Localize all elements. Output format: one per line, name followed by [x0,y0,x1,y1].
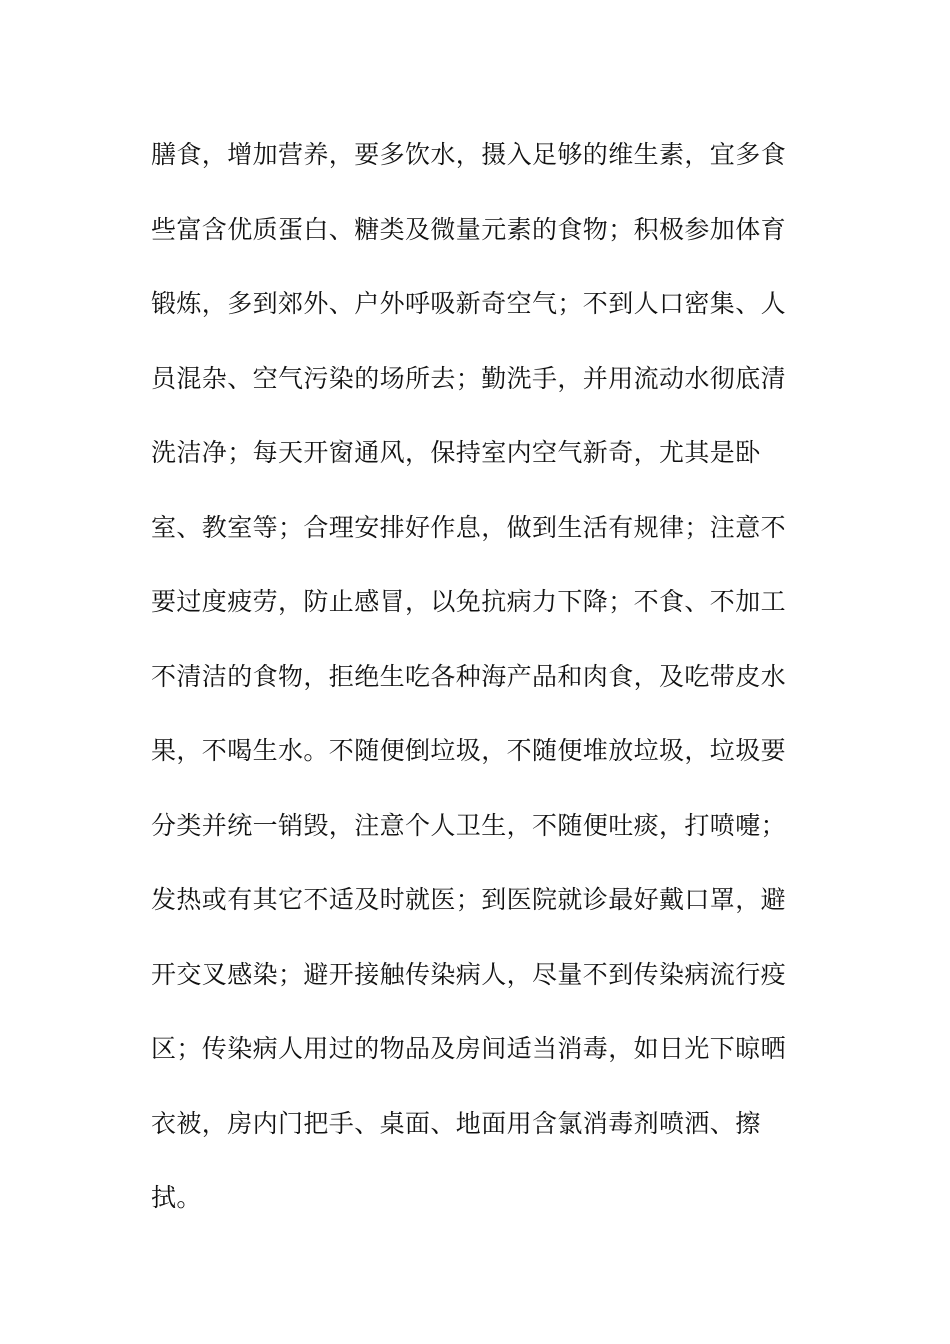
text-line: 锻炼，多到郊外、户外呼吸新奇空气；不到人口密集、人 [151,289,787,318]
text-line: 洗洁净；每天开窗通风，保持室内空气新奇，尤其是卧 [151,438,761,467]
text-line: 开交叉感染；避开接触传染病人，尽量不到传染病流行疫 [151,959,787,989]
body-text [151,128,811,1246]
text-line: 膳食，增加营养，要多饮水，摄入足够的维生素，宜多食 [151,140,787,169]
text-line: 不清洁的食物，拒绝生吃各种海产品和肉食，及吃带皮水 [151,661,787,691]
text-line: 要过度疲劳，防止感冒，以免抗病力下降；不食、不加工 [151,587,787,616]
text-line: 室、教室等；合理安排好作息，做到生活有规律；注意不 [151,512,787,542]
text-line: 发热或有其它不适及时就医；到医院就诊最好戴口罩，避 [151,885,787,914]
text-line: 衣被，房内门把手、桌面、地面用含氯消毒剂喷洒、擦 [151,1108,761,1138]
text-line: 果，不喝生水。不随便倒垃圾，不随便堆放垃圾，垃圾要 [151,736,787,765]
text-line: 些富含优质蛋白、糖类及微量元素的食物；积极参加体育 [151,214,787,244]
text-line: 员混杂、空气污染的场所去；勤洗手，并用流动水彻底清 [151,363,787,393]
text-line: 分类并统一销毁，注意个人卫生，不随便吐痰，打喷嚏； [151,810,787,840]
text-line: 区；传染病人用过的物品及房间适当消毒，如日光下晾晒 [151,1034,787,1063]
text-line: 拭。 [151,1183,202,1212]
